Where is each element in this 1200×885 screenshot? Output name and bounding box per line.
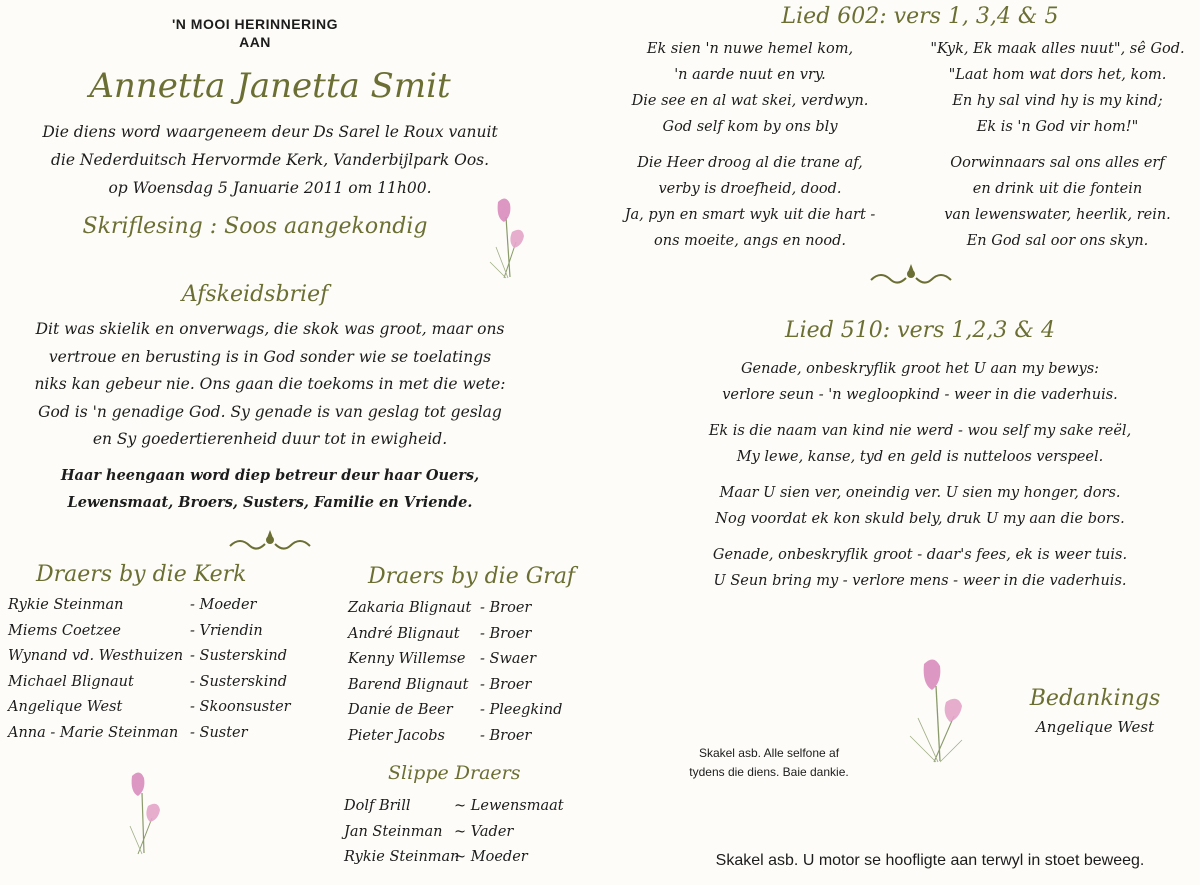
header-line-1: 'N MOOI HERINNERING (171, 16, 339, 32)
bearer-relation: - Suster (190, 724, 248, 741)
verse-line: van lewenswater, heerlik, rein. (944, 207, 1171, 223)
farewell-line: niks kan gebeur nie. Ons gaan die toekoms in met die wete: (34, 375, 506, 393)
bearer-name: André Blignaut (348, 625, 460, 642)
verse-line: My lewe, kanse, tyd en geld is nutteloos verspeel. (736, 449, 1104, 465)
farewell-line: en Sy goedertierenheid duur tot in ewigheid. (92, 430, 448, 448)
verse-line: Genade, onbeskryflik groot het U aan my bewys: (740, 361, 1100, 377)
bearer-relation: - Broer (480, 600, 532, 616)
reading-line: Skriflesing : Soos aangekondig (82, 214, 428, 239)
bearer-name: Dolf Brill (344, 798, 411, 814)
verse-line: verby is droefheid, dood. (658, 181, 842, 197)
farewell-line: vertroue en berusting is in God sonder wie se toelatings (48, 347, 492, 366)
verse-line: Die see en al wat skei, verdwyn. (631, 93, 869, 109)
hymn-602-col2 (920, 36, 1195, 254)
slip-bearers-list (344, 798, 584, 875)
farewell-line: Dit was skielik en onverwags, die skok was groot, maar ons (35, 320, 505, 338)
thanks-title: Bedankings (1029, 686, 1161, 711)
bearer-relation: ~ Moeder (454, 849, 528, 866)
verse-line: verlore seun - 'n wegloopkind - weer in die vaderhuis. (722, 387, 1118, 403)
thanks-name: Angelique West (1035, 718, 1155, 736)
bearer-name: Anna - Marie Steinman (8, 724, 179, 741)
service-line: op Woensdag 5 Januarie 2011 om 11h00. (108, 179, 432, 197)
list-item (348, 600, 578, 626)
bearer-relation: - Susterskind (190, 673, 288, 690)
bearer-name: Wynand vd. Westhuizen (8, 648, 184, 665)
verse-line: Ja, pyn en smart wyk uit die hart - (624, 207, 876, 223)
mourning-note (20, 462, 520, 516)
verse-line: God self kom by ons bly (662, 119, 838, 135)
farewell-letter (20, 316, 520, 454)
phones-note (662, 744, 876, 782)
farewell-line: God is 'n genadige God. Sy genade is van geslag tot geslag (38, 402, 502, 421)
bearer-name: Jan Steinman (344, 823, 443, 840)
verse-line: Genade, onbeskryflik groot - daar's fees, ek is weer tuis. (712, 547, 1128, 563)
bearer-relation: - Broer (480, 676, 532, 693)
service-line: Die diens word waargeneem deur Ds Sarel le Roux vanuit (42, 123, 498, 141)
service-info (20, 118, 520, 202)
verse-line: Nog voordat ek kon skuld bely, druk U my aan die bors. (715, 511, 1125, 527)
bearer-relation: - Pleegkind (480, 702, 563, 719)
bearer-name: Miems Coetzee (8, 622, 121, 639)
verse-line: ons moeite, angs en nood. (654, 233, 846, 249)
hymn-602-title: Lied 602: vers 1, 3,4 & 5 (781, 4, 1059, 29)
list-item (348, 626, 578, 652)
verse-line: Maar U sien ver, oneindig ver. U sien my honger, dors. (719, 485, 1121, 501)
bearer-name: Rykie Steinman (8, 597, 124, 613)
verse-line: U Seun bring my - verlore mens - weer in die vaderhuis. (713, 573, 1127, 589)
bearer-relation: - Vriendin (190, 622, 263, 639)
bearer-name: Angelique West (8, 699, 123, 716)
list-item (8, 648, 328, 674)
verse-line: En hy sal vind hy is my kind; (952, 93, 1163, 109)
bearer-name: Michael Blignaut (8, 673, 134, 690)
bearer-relation: - Swaer (480, 651, 537, 668)
verse-line: "Kyk, Ek maak alles nuut", sê God. (930, 41, 1185, 57)
flower-icon (476, 192, 536, 282)
farewell-heading: Afskeidsbrief (181, 282, 329, 307)
mourning-line: Haar heengaan word diep betreur deur haar Ouers, (60, 467, 480, 484)
header-line-2: AAN (239, 34, 271, 50)
verse-line: Ek is 'n God vir hom!" (976, 119, 1139, 135)
list-item (348, 702, 578, 728)
verse-line: Ek is die naam van kind nie werd - wou self my sake reël, (708, 423, 1132, 439)
flower-icon (900, 656, 980, 766)
footer-note: Skakel asb. U motor se hoofligte aan terwyl in stoet beweeg. (715, 852, 1145, 869)
list-item (8, 623, 328, 649)
hymn-602-col1 (600, 36, 900, 254)
list-item (8, 597, 328, 623)
list-item (344, 798, 584, 824)
list-item (348, 651, 578, 677)
mourning-line: Lewensmaat, Broers, Susters, Familie en Vriende. (67, 494, 473, 511)
bearer-name: Barend Blignaut (348, 676, 469, 693)
slip-bearers-title: Slippe Draers (388, 762, 521, 784)
verse-line: En God sal oor ons skyn. (966, 233, 1149, 249)
list-item (8, 674, 328, 700)
grave-bearers-title: Draers by die Graf (368, 564, 576, 589)
bearer-name: Rykie Steinman (344, 849, 460, 866)
verse-line: en drink uit die fontein (972, 181, 1143, 197)
list-item (8, 699, 328, 725)
list-item (344, 824, 584, 850)
list-item (348, 728, 578, 754)
list-item (344, 849, 584, 875)
verse-line: "Laat hom wat dors het, kom. (948, 67, 1167, 83)
service-line: die Nederduitsch Hervormde Kerk, Vanderbijlpark Oos. (50, 151, 490, 169)
bearer-name: Kenny Willemse (348, 651, 466, 668)
deceased-name: Annetta Janetta Smit (89, 66, 451, 106)
bearer-relation: ~ Lewensmaat (454, 798, 564, 814)
bearer-relation: - Broer (480, 625, 532, 642)
memorial-header (90, 16, 420, 50)
hymn-510-text (640, 356, 1200, 594)
ornament-divider-icon (225, 528, 315, 556)
list-item (348, 677, 578, 703)
bearer-relation: - Moeder (190, 597, 257, 613)
verse-line: Oorwinnaars sal ons alles erf (950, 155, 1165, 171)
ornament-divider-icon (866, 262, 956, 290)
phones-line: Skakel asb. Alle selfone af (698, 746, 840, 760)
church-bearers-title: Draers by die Kerk (36, 562, 247, 587)
grave-bearers-list (348, 600, 578, 754)
verse-line: 'n aarde nuut en vry. (674, 67, 826, 83)
verse-line: Ek sien 'n nuwe hemel kom, (646, 41, 854, 57)
bearer-name: Pieter Jacobs (348, 727, 445, 744)
bearer-relation: - Skoonsuster (190, 699, 291, 716)
bearer-name: Danie de Beer (348, 702, 453, 719)
bearer-name: Zakaria Blignaut (348, 600, 472, 616)
bearer-relation: - Broer (480, 727, 532, 744)
list-item (8, 725, 328, 751)
bearer-relation: ~ Vader (454, 823, 514, 840)
verse-line: Die Heer droog al die trane af, (637, 155, 863, 171)
hymn-510-title: Lied 510: vers 1,2,3 & 4 (785, 318, 1055, 343)
church-bearers-list (8, 597, 328, 751)
bearer-relation: - Susterskind (190, 648, 288, 665)
flower-icon (112, 768, 172, 858)
phones-line: tydens die diens. Baie dankie. (689, 765, 849, 779)
